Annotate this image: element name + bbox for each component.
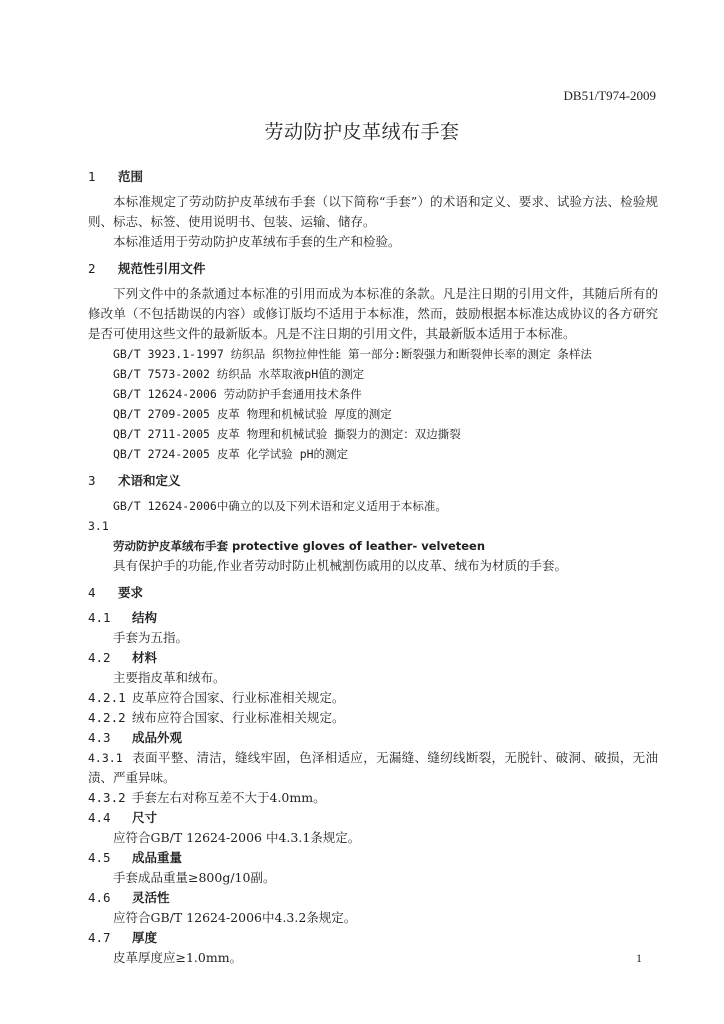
paragraph: 主要指皮革和绒布。: [113, 670, 226, 685]
paragraph: 手套成品重量≥800g/10副。: [113, 870, 276, 885]
reference-item: QB/T 2724-2005 皮革 化学试验 pH的测定: [113, 447, 349, 461]
section-number: 4: [88, 585, 96, 600]
clause-text: 皮革应符合国家、行业标准相关规定。: [132, 690, 345, 705]
clause-text: 绒布应符合国家、行业标准相关规定。: [132, 710, 345, 725]
subsection-title: 成品外观: [132, 730, 183, 745]
section-heading-3: [88, 471, 658, 491]
subsection-number: 4.4: [88, 810, 111, 825]
subsection-title: 灵活性: [132, 890, 170, 905]
clause: [88, 688, 658, 708]
reference-item: GB/T 12624-2006 劳动防护手套通用技术条件: [113, 387, 362, 401]
section-title: 规范性引用文件: [118, 261, 206, 276]
paragraph: 应符合GB/T 12624-2006 中4.3.1条规定。: [113, 830, 361, 845]
paragraph: 皮革厚度应≥1.0mm。: [113, 950, 243, 965]
subsection-number: 4.3: [88, 730, 111, 745]
clause: [88, 788, 658, 808]
paragraph: 下列文件中的条款通过本标准的引用而成为本标准的条款。凡是注日期的引用文件，其随后所有的修改单（不包括勘误的内容）或修订版均不适用于本标准，然而，鼓励根据本标准达成协议的各方研究是否可使用这些文件的最新版本。凡是不注日期的引用文件，其最新版本适用于本标准。: [88, 286, 658, 341]
section-number: 1: [88, 169, 96, 184]
subsection-number: 4.1: [88, 610, 111, 625]
section-title: 范围: [118, 169, 144, 184]
page-number: 1: [636, 951, 642, 965]
section-title: 术语和定义: [118, 473, 181, 488]
section-heading-2: [88, 259, 658, 279]
clause-number: 4.2.2: [88, 710, 126, 725]
subsection-number: 4.2: [88, 650, 111, 665]
section-heading-1: [88, 167, 658, 187]
section-title: 要求: [118, 585, 144, 600]
subsection-heading: [88, 728, 658, 748]
reference-item: GB/T 7573-2002 纺织品 水萃取液pH值的测定: [113, 367, 365, 381]
clause-number: 4.3.1: [88, 751, 123, 765]
clause: [88, 748, 658, 788]
paragraph: 应符合GB/T 12624-2006中4.3.2条规定。: [113, 910, 357, 925]
subsection-number: 4.7: [88, 930, 111, 945]
subsection-heading: [88, 928, 658, 948]
subsection-heading: [88, 648, 658, 668]
subsection-number: 3.1: [88, 519, 109, 533]
clause-number: 4.2.1: [88, 690, 126, 705]
subsection-number: 4.5: [88, 850, 111, 865]
document-number: DB51/T974-2009: [563, 88, 656, 103]
document-body: [88, 160, 658, 968]
subsection-heading: [88, 808, 658, 828]
reference-item: QB/T 2711-2005 皮革 物理和机械试验 撕裂力的测定：双边撕裂: [113, 427, 461, 441]
paragraph: GB/T 12624-2006中确立的以及下列术语和定义适用于本标准。: [113, 499, 447, 513]
section-number: 3: [88, 473, 96, 488]
subsection-heading: [88, 888, 658, 908]
subsection-title: 成品重量: [132, 850, 183, 865]
paragraph: 本标准适用于劳动防护皮革绒布手套的生产和检验。: [113, 234, 401, 249]
subsection-number: 4.6: [88, 890, 111, 905]
document-title: 劳动防护皮革绒布手套: [264, 121, 460, 143]
term-heading: 劳动防护皮革绒布手套 protective gloves of leather- velveteen: [113, 539, 486, 553]
clause-text: 手套左右对称互差不大于4.0mm。: [132, 790, 326, 805]
paragraph: 手套为五指。: [113, 630, 189, 645]
subsection-title: 厚度: [132, 930, 158, 945]
clause-number: 4.3.2: [88, 790, 126, 805]
subsection-heading: [88, 848, 658, 868]
section-heading-4: [88, 583, 658, 603]
reference-item: QB/T 2709-2005 皮革 物理和机械试验 厚度的测定: [113, 407, 392, 421]
subsection-title: 结构: [132, 610, 158, 625]
subsection-heading: [88, 608, 658, 628]
subsection-title: 尺寸: [132, 810, 158, 825]
clause-text: 表面平整、清洁，缝线牢固，色泽相适应，无漏缝、缝纫线断裂，无脱针、破洞、破损，无油渍、严重异味。: [88, 750, 658, 785]
term-definition: 具有保护手的功能,作业者劳动时防止机械割伤戚用的以皮革、绒布为材质的手套。: [113, 558, 567, 573]
paragraph: 本标准规定了劳动防护皮革绒布手套（以下简称“手套”）的术语和定义、要求、试验方法、检验规则、标志、标签、使用说明书、包装、运输、储存。: [88, 194, 658, 229]
subsection-title: 材料: [132, 650, 158, 665]
section-number: 2: [88, 261, 96, 276]
clause: [88, 708, 658, 728]
reference-item: GB/T 3923.1-1997 纺织品 织物拉伸性能 第一部分:断裂强力和断裂伸长率的测定 条样法: [113, 347, 592, 361]
